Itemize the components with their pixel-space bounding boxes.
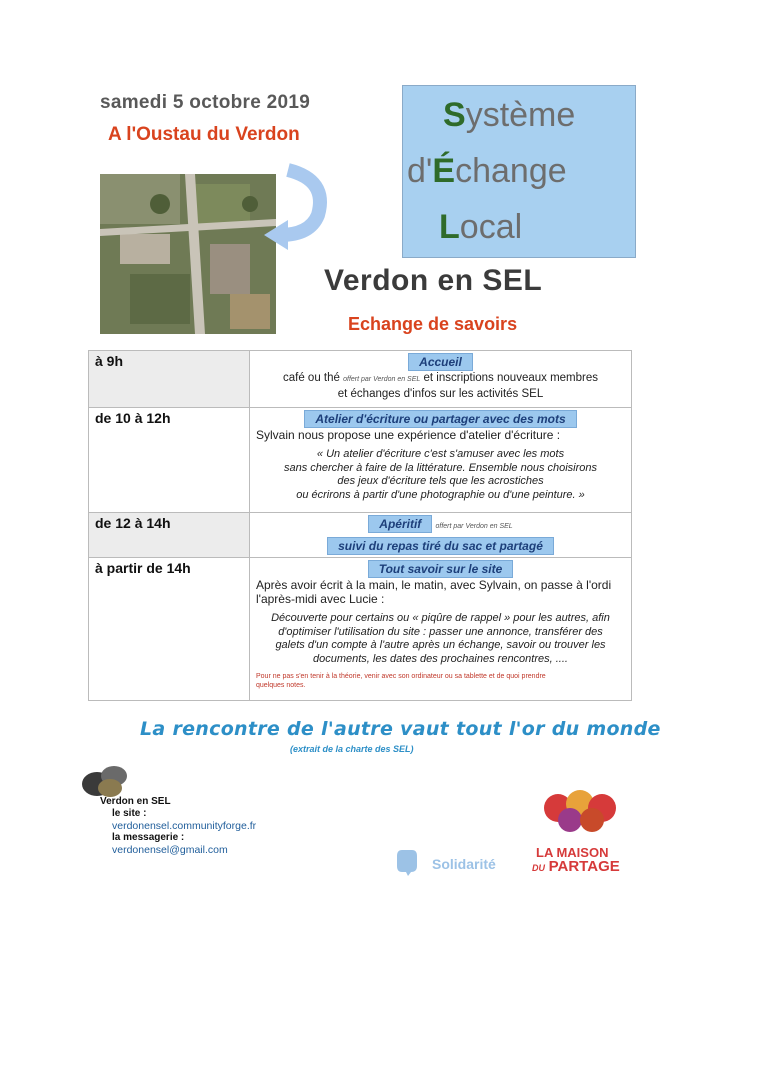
program-row — [89, 351, 632, 408]
hand-icon — [394, 848, 420, 878]
solidarite-logo — [394, 848, 420, 883]
page-subtitle: Echange de savoirs — [348, 314, 518, 334]
program-row — [89, 558, 632, 701]
aerial-photo — [100, 174, 276, 334]
page-title: Verdon en SEL — [324, 264, 543, 297]
maison-partage-logo — [540, 788, 626, 849]
program-heading: Apéritif — [368, 515, 432, 533]
site-link[interactable]: verdonensel.communityforge.fr — [112, 820, 257, 832]
program-table — [88, 350, 632, 701]
stones-logo — [80, 762, 130, 798]
program-heading: Atelier d'écriture ou partager avec des mots — [304, 410, 576, 428]
mail-label: la messagerie : — [112, 832, 185, 843]
sel-title-box — [402, 85, 636, 258]
program-time: de 10 à 12h — [89, 408, 250, 513]
program-desc: Apéritif offert par Verdon en SEL suivi du repas tiré du sac et partagé — [250, 513, 632, 558]
program-heading-2: suivi du repas tiré du sac et partagé — [327, 537, 554, 555]
program-desc: Tout savoir sur le site Après avoir écrit à la main, le matin, avec Sylvain, on passe à l'ordi l'après-midi avec Lucie : Découverte pour certains ou « piqûre de rappel » pour les autres, afin d'optimiser l'utilisation du site : passer une annonce, transférer des galets d'un compte à l'autre après un échange, savoir ou trouver les documents, les dates des prochaines rencontres, .... Pour ne pas s'en tenir à la théorie, venir avec son ordinateur ou sa tablette et de quoi prendre quelques notes. — [250, 558, 632, 701]
maison-partage-text: LA MAISON DU PARTAGE — [532, 845, 620, 875]
program-heading: Tout savoir sur le site — [368, 560, 514, 578]
sel-line-2: d'Échange — [407, 152, 567, 190]
event-date: samedi 5 octobre 2019 — [100, 92, 311, 113]
slogan-source: (extrait de la charte des SEL) — [290, 744, 414, 754]
program-heading: Accueil — [408, 353, 473, 371]
program-desc: Accueil café ou thé offert par Verdon en SEL et inscriptions nouveaux membres et échanges d'infos sur les activités SEL — [250, 351, 632, 408]
program-row — [89, 408, 632, 513]
program-time: de 12 à 14h — [89, 513, 250, 558]
event-place: A l'Oustau du Verdon — [108, 124, 300, 145]
solidarite-label: Solidarité — [432, 856, 496, 872]
sel-line-1: Système — [443, 96, 576, 134]
people-icon — [540, 788, 626, 844]
program-row — [89, 513, 632, 558]
program-time: à 9h — [89, 351, 250, 408]
mail-link[interactable]: verdonensel@gmail.com — [112, 844, 228, 856]
program-time: à partir de 14h — [89, 558, 250, 701]
contact-block — [100, 796, 256, 856]
sel-line-3: Local — [439, 208, 523, 246]
curved-arrow-icon — [258, 160, 338, 250]
site-label: le site : — [112, 808, 147, 819]
contact-name: Verdon en SEL — [100, 796, 171, 807]
slogan: La rencontre de l'autre vaut tout l'or du monde — [140, 718, 661, 740]
program-desc: Atelier d'écriture ou partager avec des mots Sylvain nous propose une expérience d'atelier d'écriture : « Un atelier d'écriture c'est s'amuser avec les mots sans chercher à faire de la littérature. Ensemble nous choisirons des jeux d'écriture tels que les acrostiches ou écrirons à partir d'une photographie ou d'une peinture. » — [250, 408, 632, 513]
